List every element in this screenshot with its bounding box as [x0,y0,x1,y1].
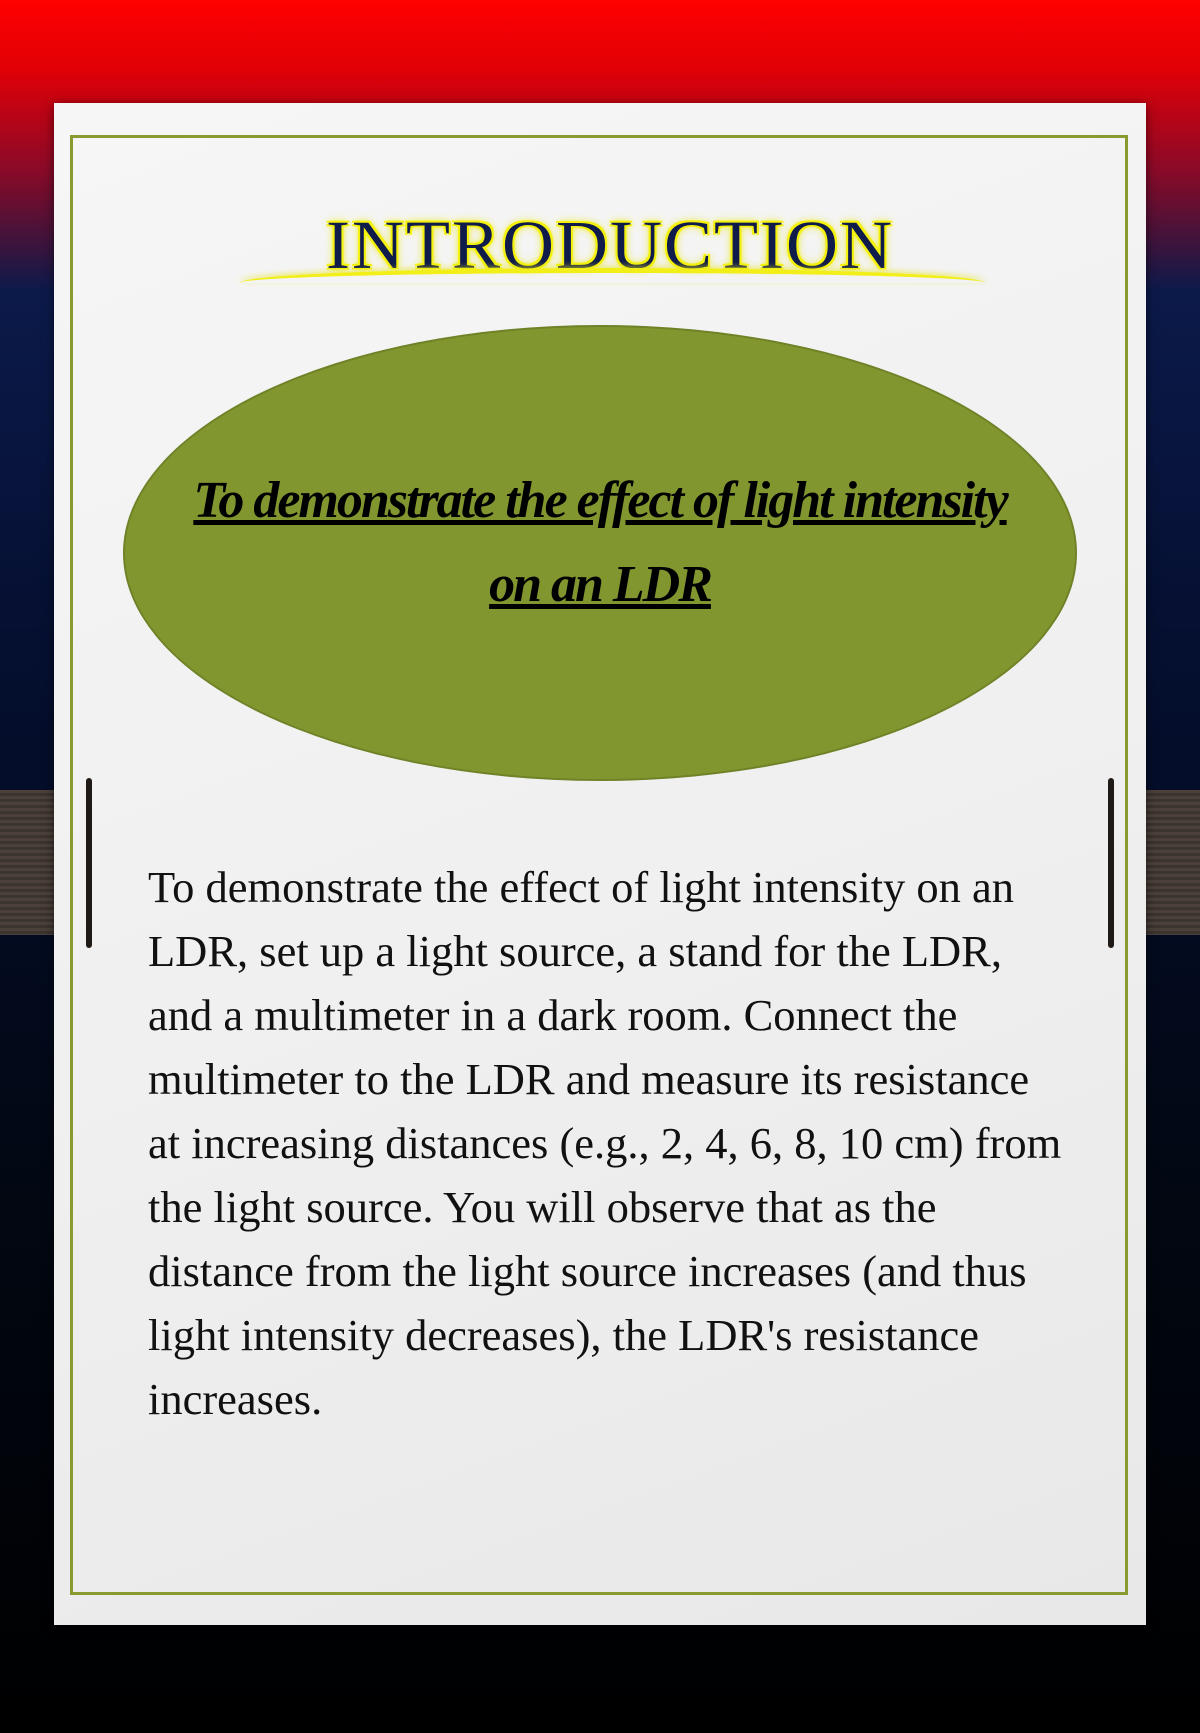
subtitle-ellipse [123,325,1077,781]
body-paragraph: To demonstrate the effect of light intensity on an LDR, set up a light source, a stand for the LDR, and a multimeter in a dark room. Connect the multimeter to the LDR and measure its resistance at increasing distances (e.g., 2, 4, 6, 8, 10 cm) from the light source. You will observe that as the distance from the light source increases (and thus light intensity decreases), the LDR's resistance increases. [148,862,1062,1424]
subtitle-line-1: To demonstrate the effect of light intensity [193,472,1007,529]
slide-title: INTRODUCTION [326,206,894,283]
subtitle-text [135,459,1065,627]
right-strap-clip [1108,778,1114,948]
subtitle-line-2: on an LDR [489,556,711,613]
left-strap-clip [86,778,92,948]
title-container [230,190,990,300]
